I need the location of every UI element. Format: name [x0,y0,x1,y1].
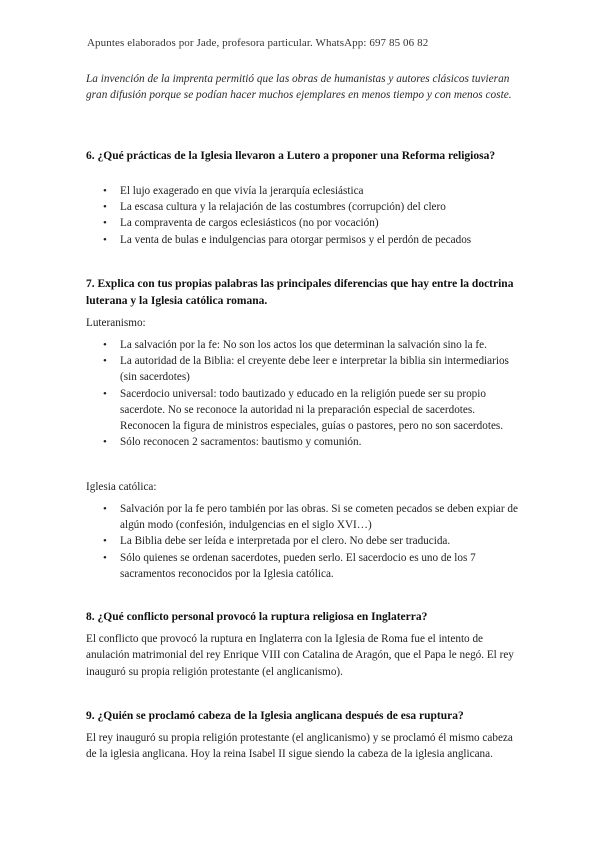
list-item: • La Biblia debe ser leída e interpretada por el clero. No debe ser traducida. [86,533,520,549]
list-item: • La venta de bulas e indulgencias para otorgar permisos y el perdón de pecados [86,232,526,248]
question-6-title: 6. ¿Qué prácticas de la Iglesia llevaron a Lutero a proponer una Reforma religiosa? [86,150,496,162]
list-item: • La salvación por la fe: No son los actos los que determinan la salvación sino la fe. [86,337,520,353]
list-item: • La autoridad de la Biblia: el creyente debe leer e interpretar la biblia sin intermediarios (sin sacerdotes) [86,353,520,385]
question-8-title: 8. ¿Qué conflicto personal provocó la ruptura religiosa en Inglaterra? [86,611,428,623]
question-9-answer: El rey inauguró su propia religión protestante (el anglicanismo) y se proclamó él mismo cabeza de la iglesia anglicana. Hoy la reina Isabel II sigue siendo la cabeza de la iglesia anglicana. [86,732,513,761]
list-item: • La compraventa de cargos eclesiásticos (no por vocación) [86,215,526,231]
list-item: • Sólo reconocen 2 sacramentos: bautismo y comunión. [86,434,520,450]
luteranismo-label: Luteranismo: [86,317,146,329]
catolica-label: Iglesia católica: [86,481,157,493]
catolica-list [86,501,520,582]
luteranismo-list [86,337,520,450]
list-item: • La escasa cultura y la relajación de las costumbres (corrupción) del clero [86,199,526,215]
intro-paragraph: La invención de la imprenta permitió que las obras de humanistas y autores clásicos tuvieran gran difusión porque se podían hacer muchos ejemplares en menos tiempo y con menos coste. [86,73,512,102]
question-8-answer: El conflicto que provocó la ruptura en Inglaterra con la Iglesia de Roma fue el intento de anulación matrimonial del rey Enrique VIII con Catalina de Aragón, que el Papa le negó. El rey inauguró su propia religión protestante (el anglicanismo). [86,633,514,678]
list-item: • Sólo quienes se ordenan sacerdotes, pueden serlo. El sacerdocio es uno de los 7 sacramentos reconocidos por la Iglesia católica. [86,550,520,582]
list-item: • Salvación por la fe pero también por las obras. Si se cometen pecados se deben expiar de algún modo (confesión, indulgencias en el siglo XVI…) [86,501,520,533]
question-7-title: 7. Explica con tus propias palabras las principales diferencias que hay entre la doctrina luterana y la Iglesia católica romana. [86,278,514,307]
question-9-title: 9. ¿Quién se proclamó cabeza de la Iglesia anglicana después de esa ruptura? [86,710,464,722]
question-6-list [86,183,526,248]
page-header: Apuntes elaborados por Jade, profesora particular. WhatsApp: 697 85 06 82 [87,37,429,49]
list-item: • Sacerdocio universal: todo bautizado y educado en la religión puede ser su propio sacerdote. No se reconoce la autoridad ni la preparación especial de sacerdotes. Reconocen la figura de ministros especiales, guías o pastores, pero no son sacerdotes. [86,386,520,435]
list-item: • El lujo exagerado en que vivía la jerarquía eclesiástica [86,183,526,199]
